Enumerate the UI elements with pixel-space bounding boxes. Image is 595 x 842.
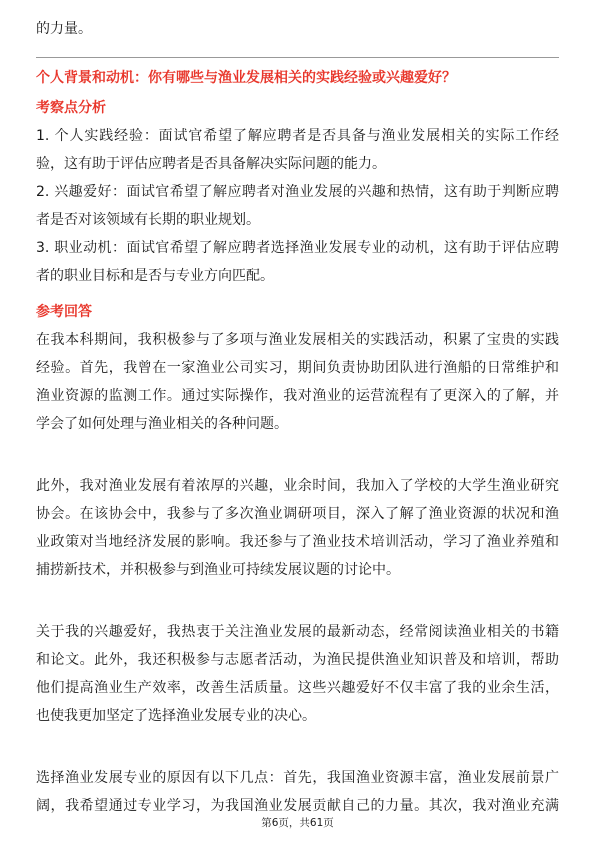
answer-line: 和论文。此外，我还积极参与志愿者活动，为渔民提供渔业知识普及和培训，帮助 [36, 652, 559, 668]
answer-line: 阔，我希望通过专业学习，为我国渔业发展贡献自己的力量。其次，我对渔业充满 [36, 798, 559, 814]
answer-line: 在我本科期间，我积极参与了多项与渔业发展相关的实践活动，积累了宝贵的实践 [36, 332, 559, 348]
question-heading: 个人背景和动机：你有哪些与渔业发展相关的实践经验或兴趣爱好？ [36, 70, 456, 86]
analysis-line: 者是否对该领域有长期的职业规划。 [36, 212, 260, 228]
answer-line: 业政策对当地经济发展的影响。我还参与了渔业技术培训活动，学习了渔业养殖和 [36, 534, 559, 550]
document-page [36, 0, 559, 842]
answer-line: 选择渔业发展专业的原因有以下几点：首先，我国渔业资源丰富，渔业发展前景广 [36, 770, 559, 786]
analysis-line: 者的职业目标和是否与专业方向匹配。 [36, 268, 274, 284]
answer-heading: 参考回答 [36, 304, 92, 320]
answer-line: 经验。首先，我曾在一家渔业公司实习，期间负责协助团队进行渔船的日常维护和 [36, 360, 559, 376]
answer-line: 协会。在该协会中，我参与了多次渔业调研项目，深入了解了渔业资源的状况和渔 [36, 506, 559, 522]
analysis-line: 1. 个人实践经验：面试官希望了解应聘者是否具备与渔业发展相关的实际工作经 [36, 128, 559, 144]
answer-line: 捕捞新技术，并积极参与到渔业可持续发展议题的讨论中。 [36, 562, 400, 578]
intro-tail-text: 的力量。 [36, 21, 92, 37]
answer-line: 渔业资源的监测工作。通过实际操作，我对渔业的运营流程有了更深入的了解，并 [36, 388, 559, 404]
section-divider [36, 57, 559, 58]
analysis-heading: 考察点分析 [36, 100, 106, 116]
page-number: 第6页，共61页 [261, 817, 334, 829]
analysis-line: 2. 兴趣爱好：面试官希望了解应聘者对渔业发展的兴趣和热情，这有助于判断应聘 [36, 184, 559, 200]
analysis-line: 验，这有助于评估应聘者是否具备解决实际问题的能力。 [36, 156, 386, 172]
answer-line: 此外，我对渔业发展有着浓厚的兴趣，业余时间，我加入了学校的大学生渔业研究 [36, 478, 559, 494]
answer-line: 学会了如何处理与渔业相关的各种问题。 [36, 416, 288, 432]
answer-line: 他们提高渔业生产效率，改善生活质量。这些兴趣爱好不仅丰富了我的业余生活， [36, 680, 559, 696]
analysis-line: 3. 职业动机：面试官希望了解应聘者选择渔业发展专业的动机，这有助于评估应聘 [36, 240, 559, 256]
answer-line: 也使我更加坚定了选择渔业发展专业的决心。 [36, 708, 316, 724]
answer-line: 关于我的兴趣爱好，我热衷于关注渔业发展的最新动态，经常阅读渔业相关的书籍 [36, 624, 559, 640]
